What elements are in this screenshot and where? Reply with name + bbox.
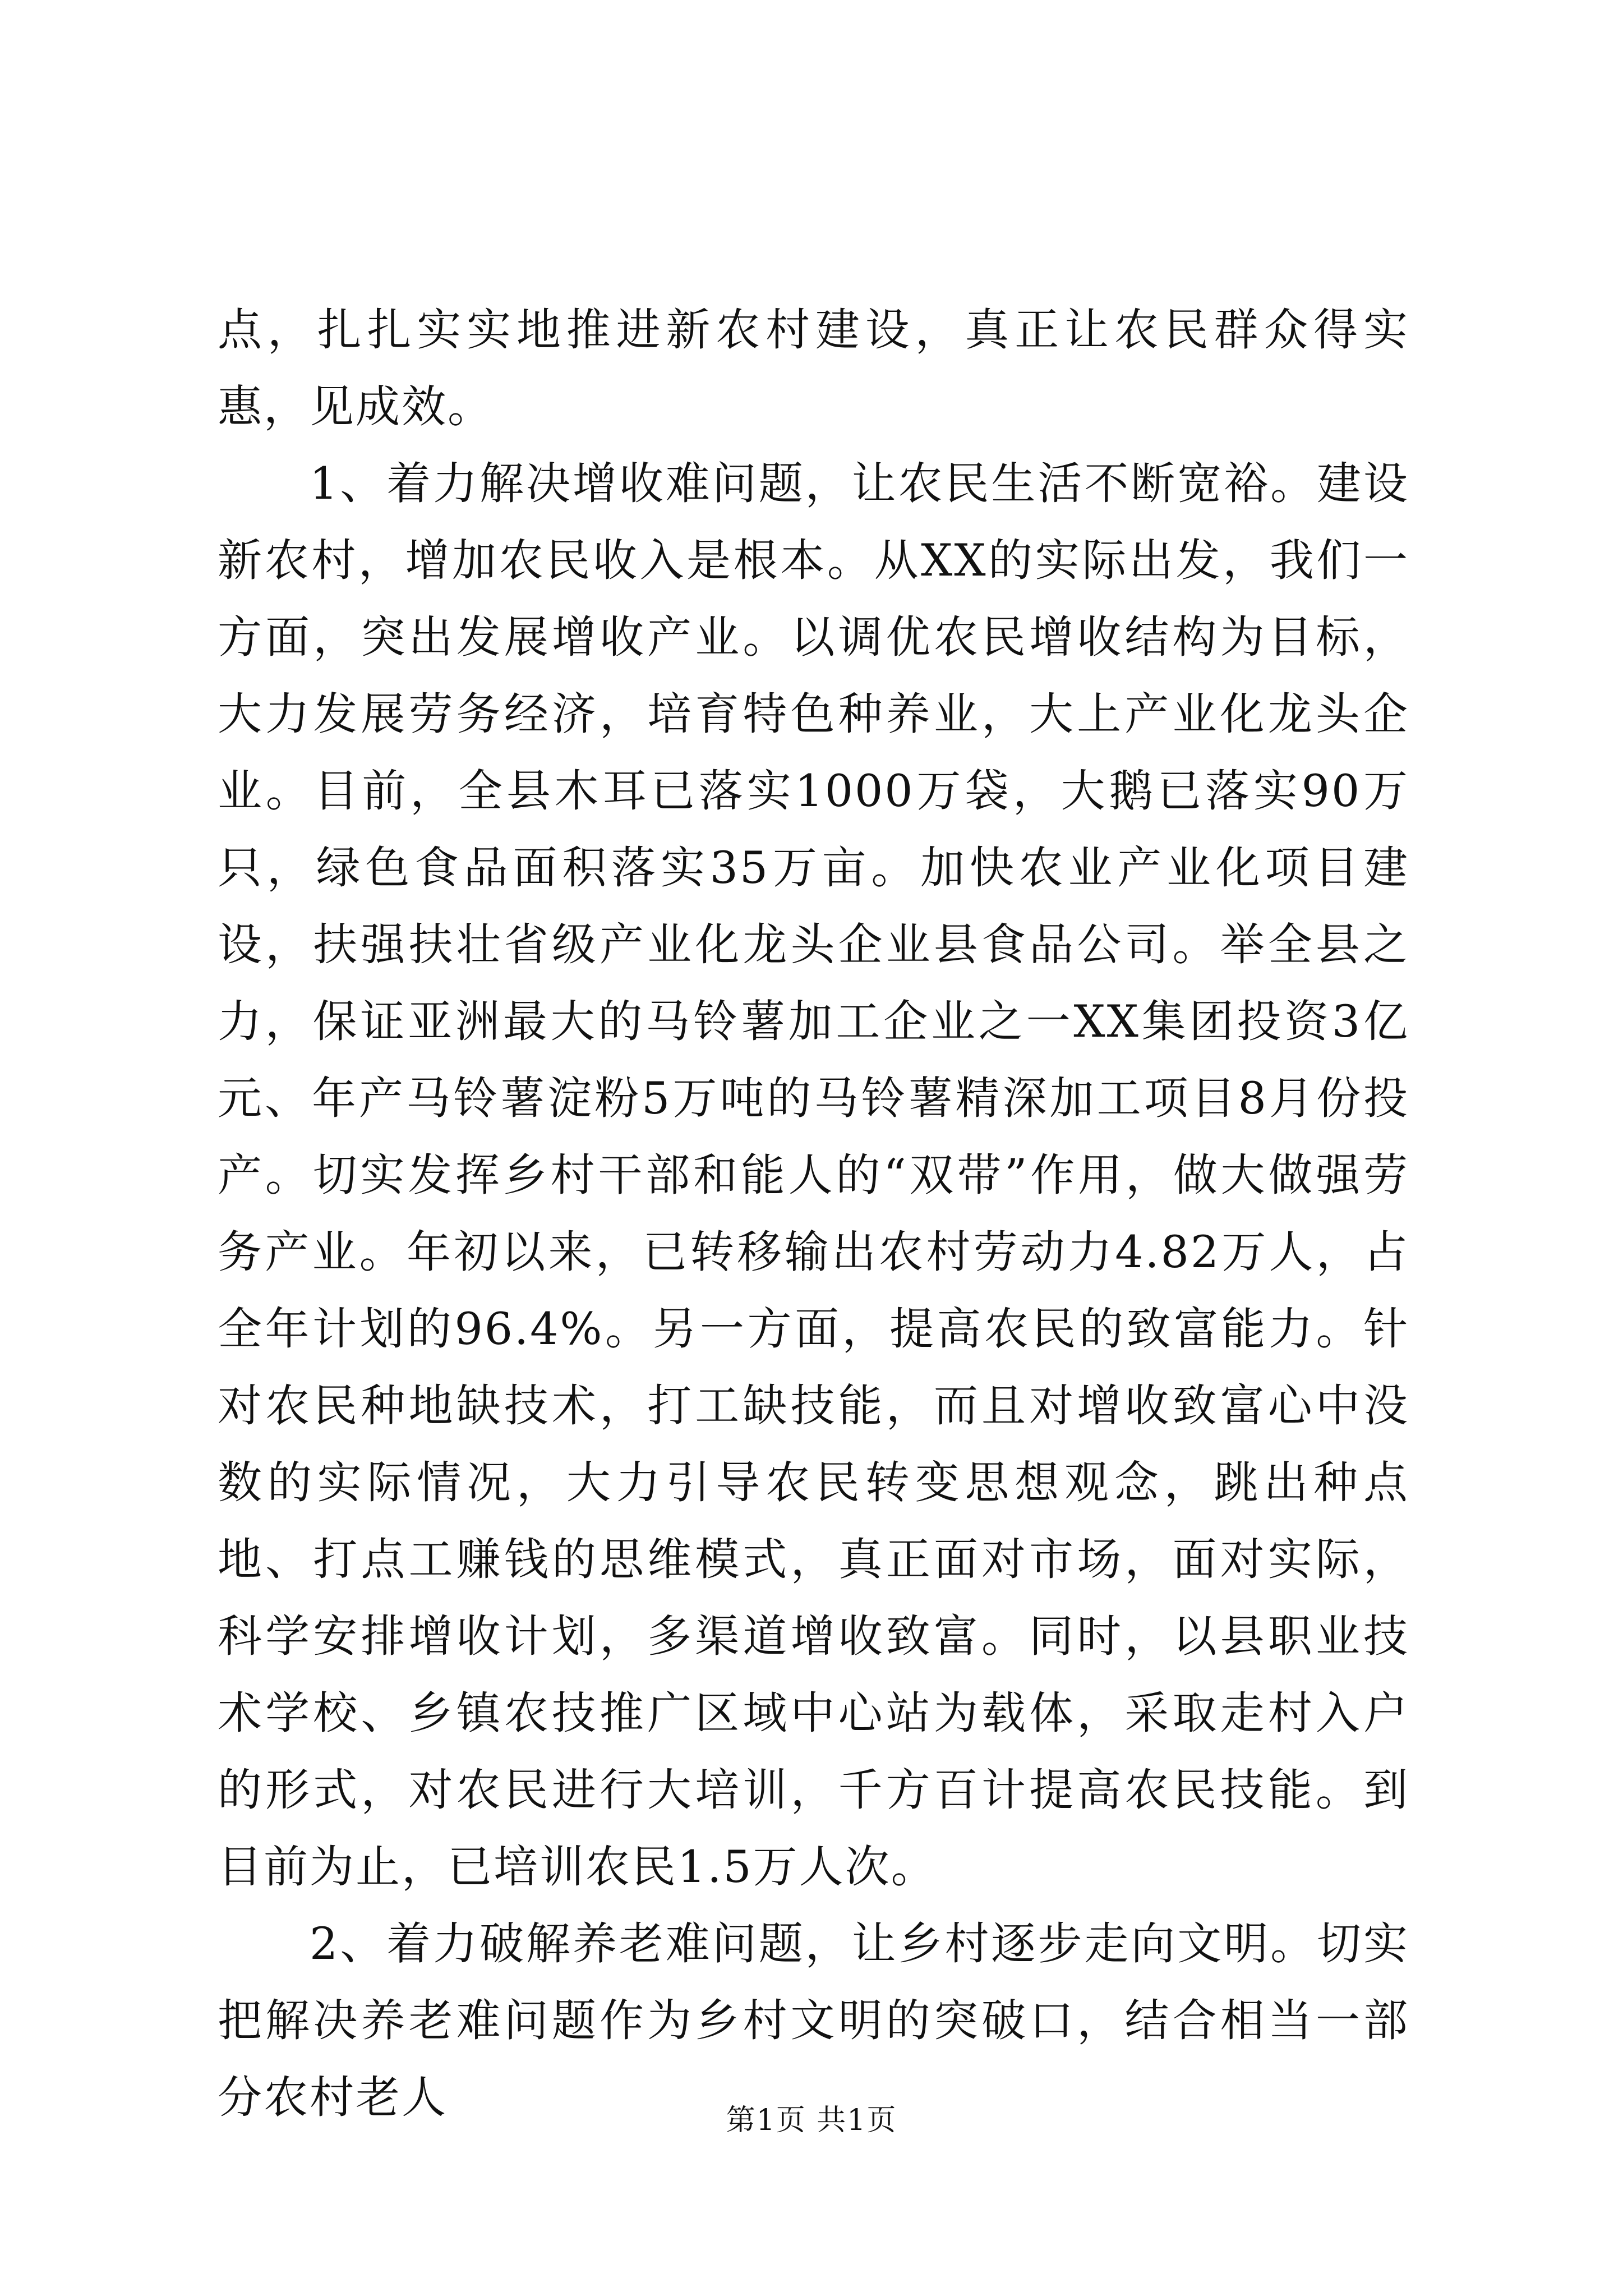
document-body (218, 292, 1409, 2136)
paragraph-continuation: 点，扎扎实实地推进新农村建设，真正让农民群众得实惠，见成效。 (218, 304, 1409, 432)
paragraph-income: 1、着力解决增收难问题，让农民生活不断宽裕。建设新农村，增加农民收入是根本。从XX的实际出发，我们一方面，突出发展增收产业。以调优农民增收结构为目标，大力发展劳务经济，培育特色种养业，大上产业化龙头企业。目前，全县木耳已落实1000万袋，大鹅已落实90万只，绿色食品面积落实35万亩。加快农业产业化项目建设，扶强扶壮省级产业化龙头企业县食品公司。举全县之力，保证亚洲最大的马铃薯加工企业之一XX集团投资3亿元、年产马铃薯淀粉5万吨的马铃薯精深加工项目8月份投产。切实发挥乡村干部和能人的“双带”作用，做大做强劳务产业。年初以来，已转移输出农村劳动力4.82万人，占全年计划的96.4%。另一方面，提高农民的致富能力。针对农民种地缺技术，打工缺技能，而且对增收致富心中没数的实际情况，大力引导农民转变思想观念，跳出种点地、打点工赚钱的思维模式，真正面对市场，面对实际，科学安排增收计划，多渠道增收致富。同时，以县职业技术学校、乡镇农技推广区域中心站为载体，采取走村入户的形式，对农民进行大培训，千方百计提高农民技能。到目前为止，已培训农民1.5万人次。 (218, 458, 1409, 1893)
paragraph-elderly-care: 2、着力破解养老难问题，让乡村逐步走向文明。切实把解决养老难问题作为乡村文明的突破口，结合相当一部分农村老人 (218, 1918, 1409, 2123)
page-footer: 第1页 共1页 (726, 2104, 897, 2137)
